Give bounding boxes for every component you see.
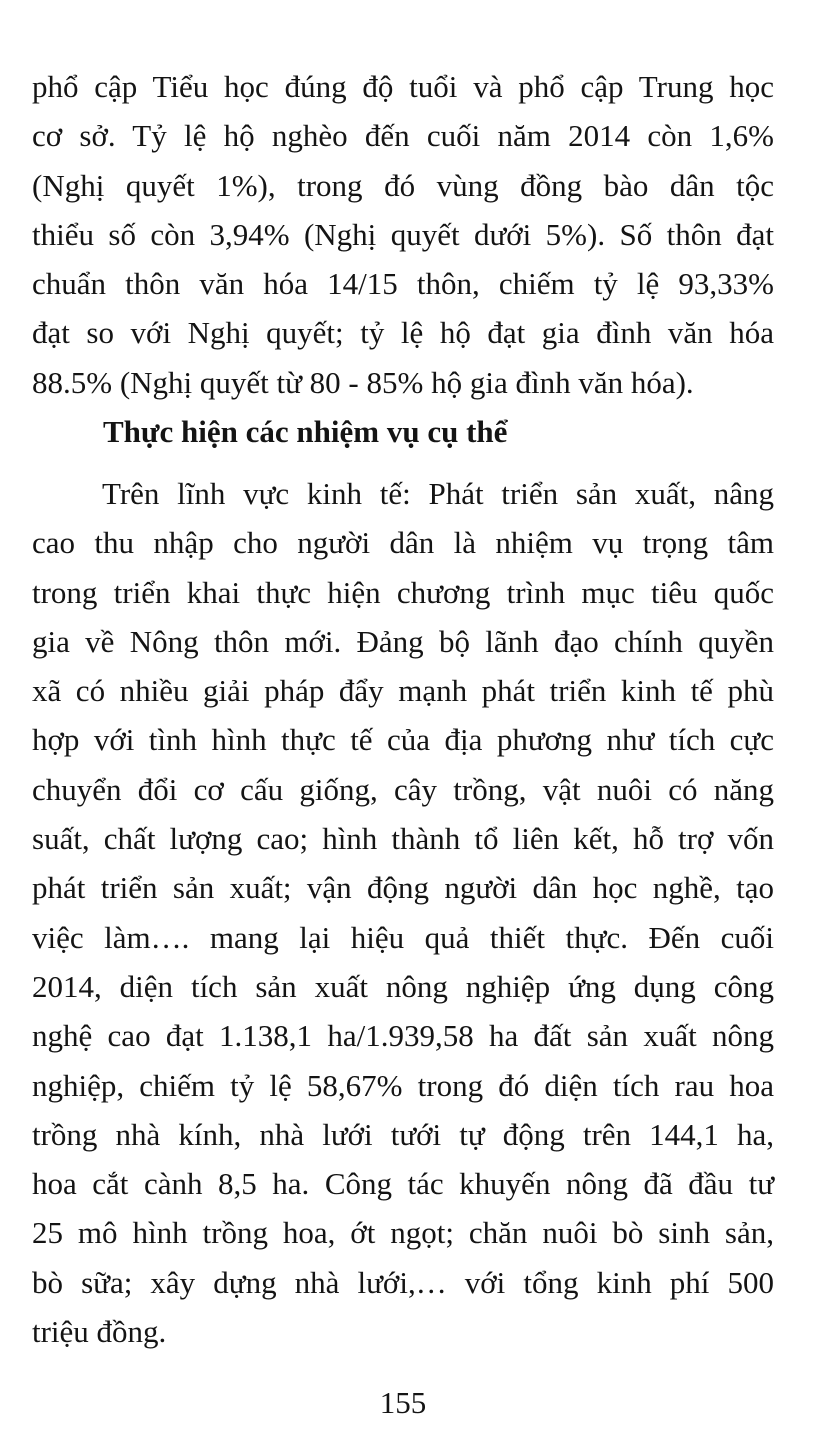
paragraph-line: phổ cập Tiểu học đúng độ tuổi và phổ cập Trung học [32, 69, 774, 104]
paragraph-line: hợp với tình hình thực tế của địa phương như tích cực [32, 722, 774, 758]
paragraph-line: trồng nhà kính, nhà lưới tưới tự động trên 144,1 ha, [32, 1116, 774, 1152]
paragraph-line: bò sữa; xây dựng nhà lưới,… với tổng kinh phí 500 [32, 1264, 774, 1300]
paragraph-line: cao thu nhập cho người dân là nhiệm vụ trọng tâm [32, 525, 774, 561]
paragraph-line: phát triển sản xuất; vận động người dân học nghề, tạo [32, 870, 774, 906]
section-heading: Thực hiện các nhiệm vụ cụ thể [103, 414, 508, 449]
paragraph-2 [32, 469, 774, 1356]
paragraph-line: suất, chất lượng cao; hình thành tổ liên kết, hỗ trợ vốn [32, 821, 774, 857]
paragraph-line: việc làm…. mang lại hiệu quả thiết thực. Đến cuối [32, 919, 774, 955]
paragraph-line: 88.5% (Nghị quyết từ 80 - 85% hộ gia đình văn hóa). [32, 364, 694, 400]
paragraph-line: chuẩn thôn văn hóa 14/15 thôn, chiếm tỷ lệ 93,33% [32, 266, 774, 302]
paragraph-line: 2014, diện tích sản xuất nông nghiệp ứng dụng công [32, 968, 774, 1004]
paragraph-line: cơ sở. Tỷ lệ hộ nghèo đến cuối năm 2014 còn 1,6% [32, 118, 774, 154]
page-number: 155 [379, 1385, 427, 1420]
paragraph-line: (Nghị quyết 1%), trong đó vùng đồng bào dân tộc [32, 167, 774, 203]
paragraph-line: 25 mô hình trồng hoa, ớt ngọt; chăn nuôi bò sinh sản, [32, 1215, 774, 1251]
paragraph-line: thiểu số còn 3,94% (Nghị quyết dưới 5%). Số thôn đạt [32, 216, 774, 252]
paragraph-line: triệu đồng. [32, 1314, 167, 1350]
paragraph-line: gia về Nông thôn mới. Đảng bộ lãnh đạo chính quyền [32, 623, 774, 659]
paragraph-line: trong triển khai thực hiện chương trình mục tiêu quốc [32, 574, 774, 610]
paragraph-line: nghệ cao đạt 1.138,1 ha/1.939,58 ha đất sản xuất nông [32, 1018, 774, 1054]
paragraph-line: Trên lĩnh vực kinh tế: Phát triển sản xuất, nâng [102, 476, 774, 511]
paragraph-line: hoa cắt cành 8,5 ha. Công tác khuyến nông đã đầu tư [32, 1166, 774, 1202]
paragraph-line: nghiệp, chiếm tỷ lệ 58,67% trong đó diện tích rau hoa [32, 1067, 774, 1103]
paragraph-line: đạt so với Nghị quyết; tỷ lệ hộ đạt gia đình văn hóa [32, 315, 774, 351]
paragraph-line: chuyển đổi cơ cấu giống, cây trồng, vật nuôi có năng [32, 771, 774, 807]
paragraph-1 [32, 62, 774, 407]
paragraph-line: xã có nhiều giải pháp đẩy mạnh phát triển kinh tế phù [32, 673, 774, 709]
